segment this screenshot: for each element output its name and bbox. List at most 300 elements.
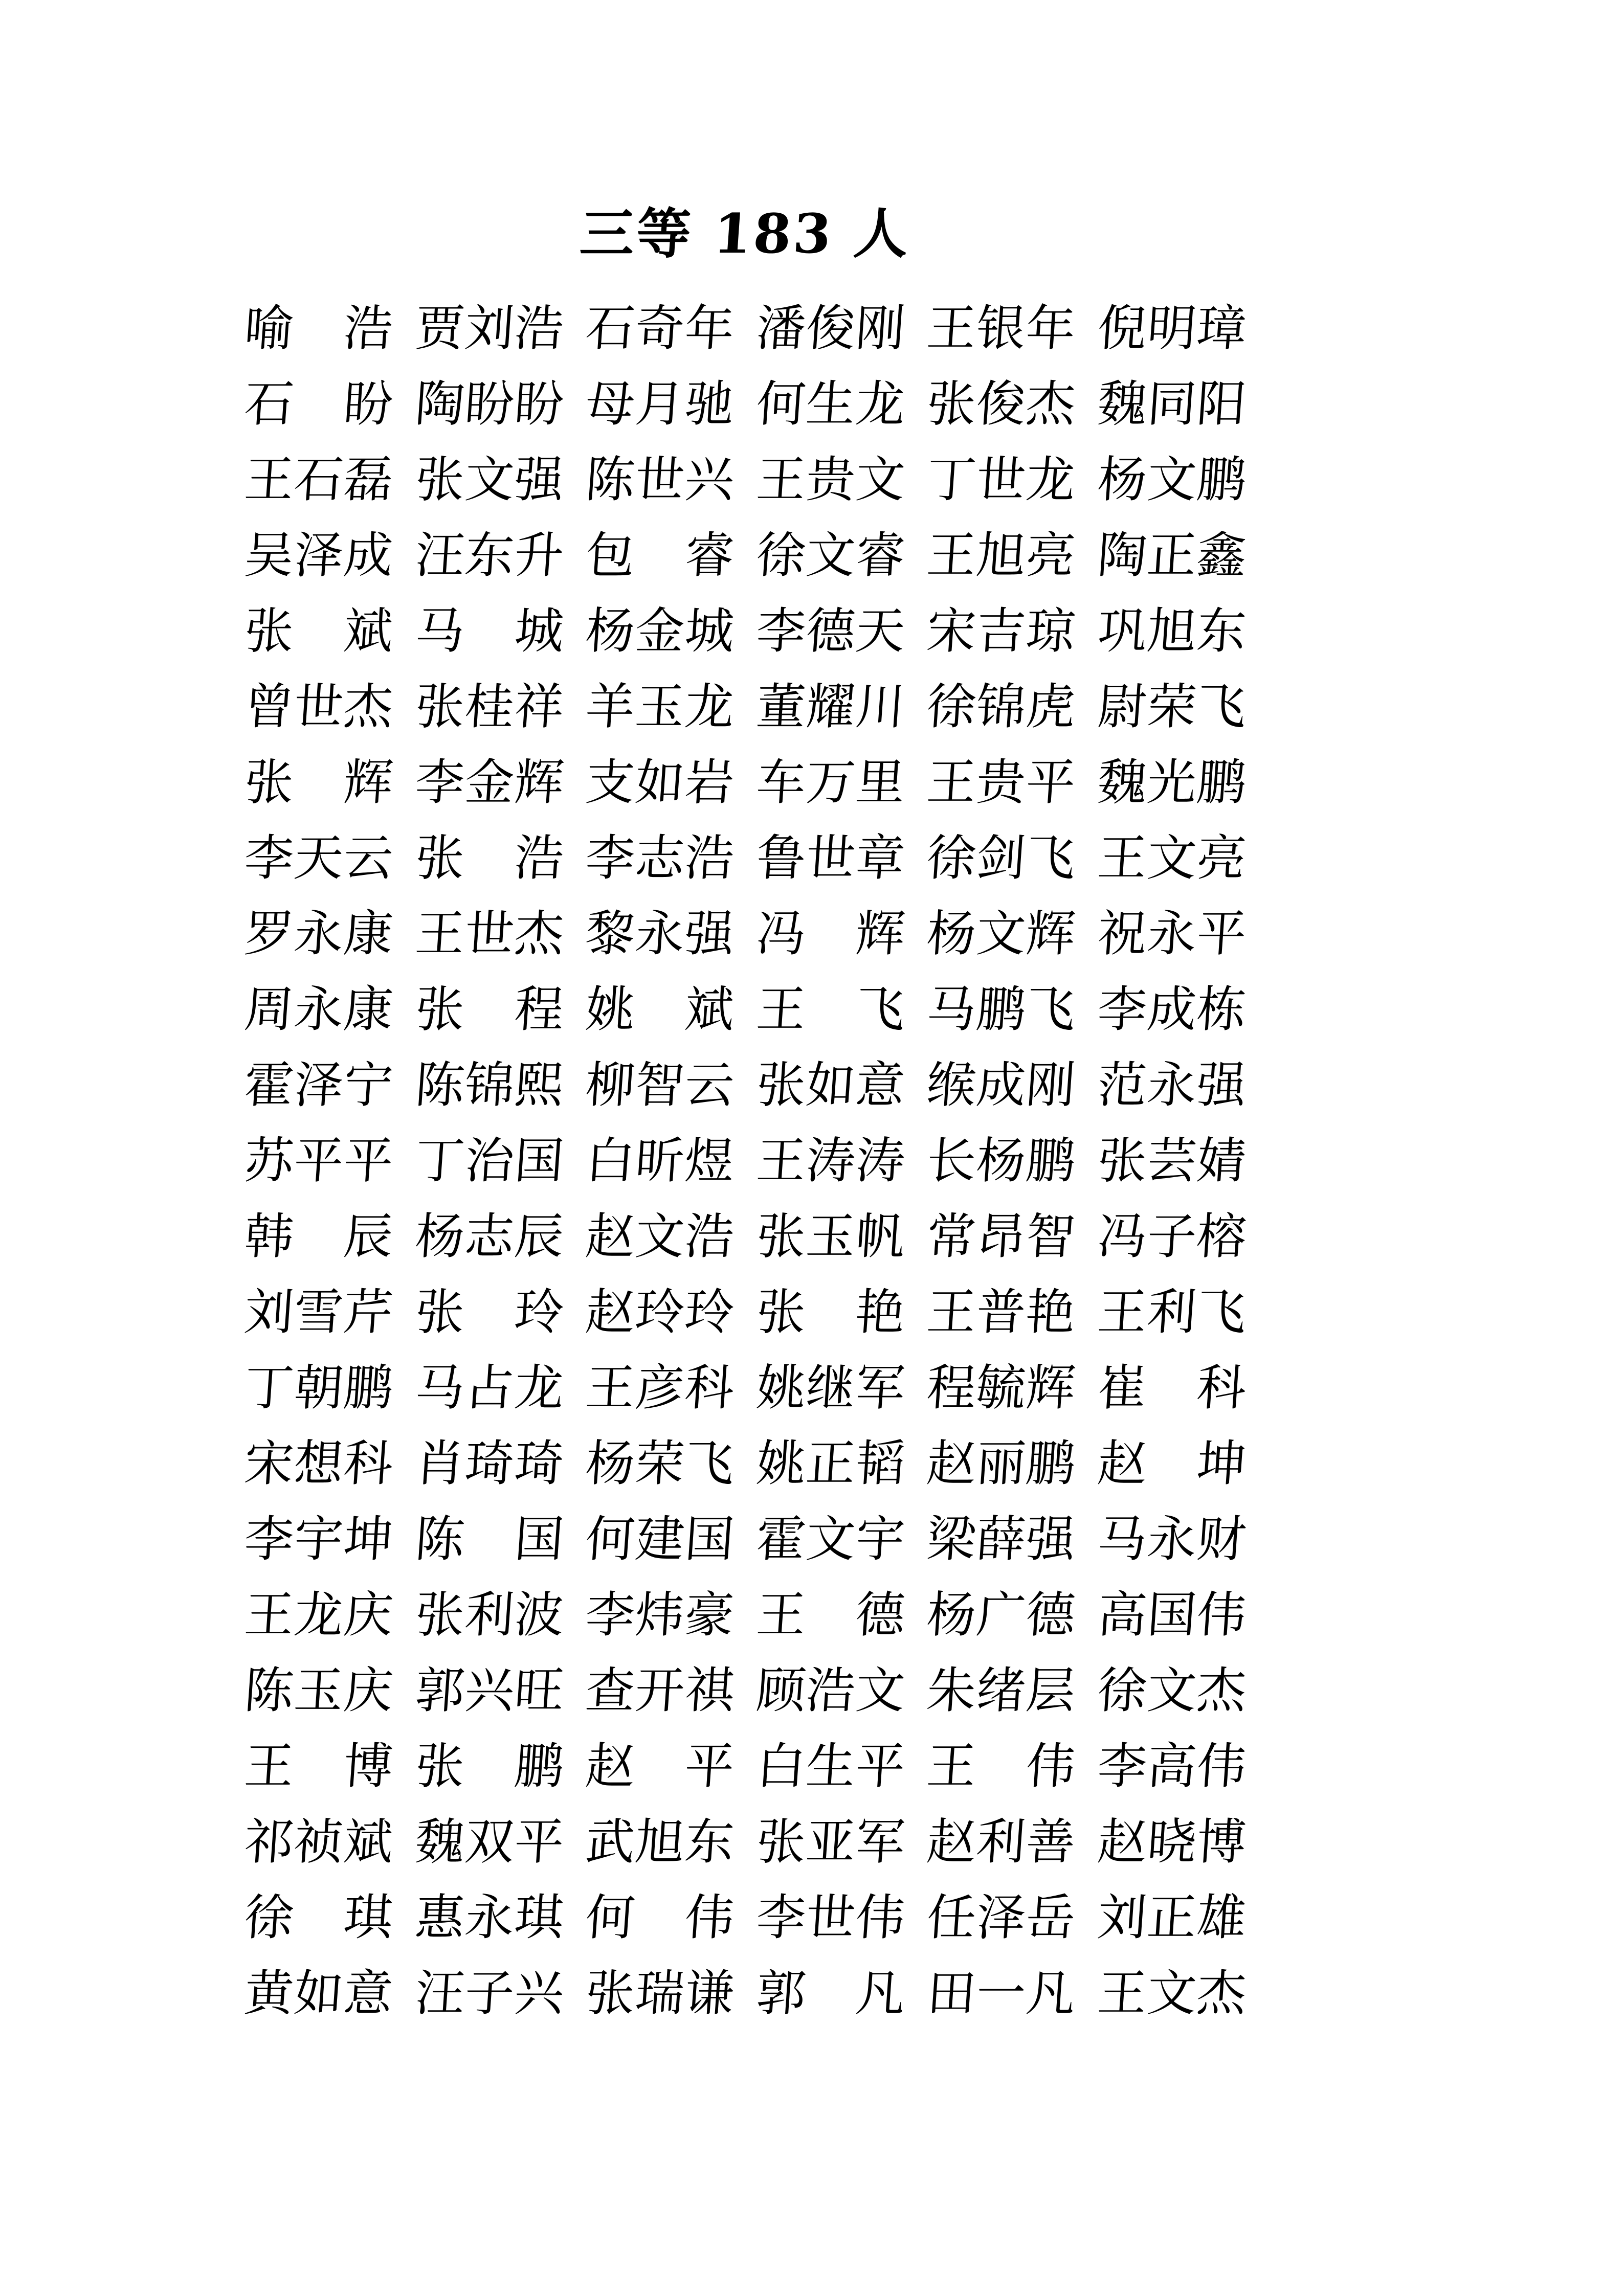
name-cell <box>754 905 907 962</box>
name-char: 赵 <box>925 1435 978 1492</box>
name-cell <box>584 300 737 357</box>
name-cell <box>584 527 737 584</box>
name-cell <box>754 1511 907 1568</box>
name-cell <box>242 1435 395 1492</box>
name-char: 永 <box>633 905 687 962</box>
name-char: 川 <box>853 678 907 735</box>
name-char: 杨 <box>925 1586 978 1644</box>
name-char: 宋 <box>925 602 978 660</box>
name-char: 康 <box>342 981 395 1038</box>
name-cell <box>413 1056 566 1114</box>
name-cell <box>1096 602 1248 660</box>
name-char: 平 <box>1024 754 1078 811</box>
name-cell <box>242 1813 395 1871</box>
name-char: 浩 <box>804 1662 857 1719</box>
name-char: 庆 <box>342 1586 395 1644</box>
name-char: 瑞 <box>633 1965 687 2022</box>
name-cell <box>584 1511 737 1568</box>
name-char: 鹏 <box>512 1738 566 1795</box>
name-char: 张 <box>413 1738 466 1795</box>
name-cell <box>754 1889 907 1946</box>
name-char: 天 <box>292 829 345 887</box>
name-char: 魏 <box>413 1813 466 1871</box>
name-char: 同 <box>1145 375 1198 433</box>
name-char: 文 <box>804 527 857 584</box>
name-char: 程 <box>512 981 566 1038</box>
name-cell <box>242 1586 395 1644</box>
name-cell <box>584 602 737 660</box>
name-char: 耀 <box>804 678 857 735</box>
name-cell <box>584 1813 737 1871</box>
name-cell <box>413 1284 566 1341</box>
name-char: 龙 <box>683 678 737 735</box>
name-char: 王 <box>925 1738 978 1795</box>
name-char: 驰 <box>683 375 737 433</box>
name-char: 永 <box>1145 1056 1198 1114</box>
name-char: 永 <box>1145 905 1198 962</box>
name-char: 郭 <box>413 1662 466 1719</box>
name-char: 玲 <box>683 1284 737 1341</box>
name-char: 辰 <box>342 1208 395 1265</box>
name-cell <box>1096 1889 1248 1946</box>
name-char: 喻 <box>242 300 296 357</box>
name-cell <box>925 905 1078 962</box>
name-cell <box>925 981 1078 1038</box>
name-char: 刚 <box>853 300 907 357</box>
name-cell <box>242 451 395 508</box>
name-char: 坤 <box>342 1511 395 1568</box>
name-char: 治 <box>462 1132 516 1189</box>
name-char: 永 <box>292 905 345 962</box>
name-char: 赵 <box>584 1738 637 1795</box>
name-char: 姚 <box>754 1359 808 1416</box>
name-char: 智 <box>633 1056 687 1114</box>
name-cell <box>754 300 907 357</box>
name-char: 李 <box>1096 981 1149 1038</box>
name-char: 张 <box>413 451 466 508</box>
name-char: 郭 <box>754 1965 808 2022</box>
name-cell <box>584 829 737 887</box>
name-char: 建 <box>633 1511 687 1568</box>
name-cell <box>584 754 737 811</box>
name-cell <box>754 375 907 433</box>
name-char: 巩 <box>1096 602 1149 660</box>
name-row <box>244 1728 1246 1804</box>
name-char: 普 <box>974 1284 1028 1341</box>
name-cell <box>584 1132 737 1189</box>
name-row <box>244 972 1246 1047</box>
name-char: 张 <box>413 1284 466 1341</box>
name-char: 杨 <box>584 602 637 660</box>
name-cell <box>584 1889 737 1946</box>
name-char: 国 <box>683 1511 737 1568</box>
name-char: 强 <box>1024 1511 1078 1568</box>
name-char: 冯 <box>1096 1208 1149 1265</box>
name-char: 王 <box>925 527 978 584</box>
name-char: 东 <box>683 1813 737 1871</box>
name-char: 丽 <box>974 1435 1028 1492</box>
name-cell <box>925 602 1078 660</box>
name-char: 杨 <box>413 1208 466 1265</box>
name-char: 旭 <box>633 1813 687 1871</box>
name-char: 平 <box>1195 905 1248 962</box>
name-char: 世 <box>804 1889 857 1946</box>
name-char: 赵 <box>584 1284 637 1341</box>
name-char: 张 <box>413 829 466 887</box>
name-char: 国 <box>512 1132 566 1189</box>
name-cell <box>1096 1965 1248 2022</box>
name-char: 正 <box>1145 527 1198 584</box>
name-char: 层 <box>1024 1662 1078 1719</box>
name-char: 鹏 <box>974 981 1028 1038</box>
name-char: 龙 <box>512 1359 566 1416</box>
name-cell <box>584 1359 737 1416</box>
name-char: 文 <box>1145 451 1198 508</box>
name-char: 里 <box>853 754 907 811</box>
name-cell <box>925 1435 1078 1492</box>
name-char: 飞 <box>683 1435 737 1492</box>
name-cell <box>584 375 737 433</box>
name-cell <box>242 300 395 357</box>
name-char: 伟 <box>683 1889 737 1946</box>
name-cell <box>413 1965 566 2022</box>
name-cell <box>584 1965 737 2022</box>
name-cell <box>413 1662 566 1719</box>
name-cell <box>1096 1662 1248 1719</box>
name-char: 武 <box>584 1813 637 1871</box>
name-char: 平 <box>342 1132 395 1189</box>
name-char: 杨 <box>974 1132 1028 1189</box>
name-char: 白 <box>754 1738 808 1795</box>
name-char: 惠 <box>413 1889 466 1946</box>
name-char: 魏 <box>1096 754 1149 811</box>
name-cell <box>413 678 566 735</box>
name-char: 凡 <box>1024 1965 1078 2022</box>
name-char: 睿 <box>683 527 737 584</box>
name-char: 王 <box>925 1284 978 1341</box>
name-char: 吴 <box>242 527 296 584</box>
name-char: 查 <box>584 1662 637 1719</box>
name-char: 周 <box>242 981 296 1038</box>
name-char: 魏 <box>1096 375 1149 433</box>
name-char: 杰 <box>1195 1965 1248 2022</box>
name-char: 支 <box>584 754 637 811</box>
name-char: 陶 <box>1096 527 1149 584</box>
name-char: 桂 <box>462 678 516 735</box>
name-char: 祝 <box>1096 905 1149 962</box>
name-char: 成 <box>974 1056 1028 1114</box>
name-cell <box>242 905 395 962</box>
name-row <box>244 1047 1246 1123</box>
name-char: 倪 <box>1096 300 1149 357</box>
name-cell <box>242 829 395 887</box>
name-char: 王 <box>925 754 978 811</box>
name-cell <box>242 1965 395 2022</box>
name-char: 刘 <box>462 300 516 357</box>
name-char: 盼 <box>342 375 395 433</box>
name-char: 荣 <box>633 1435 687 1492</box>
name-row <box>244 1804 1246 1880</box>
name-cell <box>413 1586 566 1644</box>
name-cell <box>925 1889 1078 1946</box>
name-char: 琦 <box>462 1435 516 1492</box>
name-char: 康 <box>342 905 395 962</box>
name-char: 利 <box>1145 1284 1198 1341</box>
name-char: 万 <box>804 754 857 811</box>
name-char: 徐 <box>242 1889 296 1946</box>
name-char: 章 <box>853 829 907 887</box>
name-char: 王 <box>242 451 296 508</box>
name-char: 龙 <box>853 375 907 433</box>
name-char: 一 <box>974 1965 1028 2022</box>
name-cell <box>1096 1435 1248 1492</box>
name-char: 斌 <box>342 1813 395 1871</box>
name-char: 石 <box>242 375 296 433</box>
name-char: 车 <box>754 754 808 811</box>
name-char: 玲 <box>633 1284 687 1341</box>
name-row <box>244 593 1246 669</box>
name-cell <box>1096 1208 1248 1265</box>
name-char: 科 <box>1195 1359 1248 1416</box>
name-char: 炜 <box>633 1586 687 1644</box>
name-char: 继 <box>804 1359 857 1416</box>
name-cell <box>242 1511 395 1568</box>
name-char: 智 <box>1024 1208 1078 1265</box>
name-char: 亮 <box>1024 527 1078 584</box>
name-char: 阳 <box>1195 375 1248 433</box>
name-cell <box>754 451 907 508</box>
name-char: 琪 <box>342 1889 395 1946</box>
name-char: 张 <box>754 1208 808 1265</box>
name-char: 伟 <box>853 1889 907 1946</box>
name-char: 世 <box>974 451 1028 508</box>
name-char: 苏 <box>242 1132 296 1189</box>
name-char: 韩 <box>242 1208 296 1265</box>
name-cell <box>754 1586 907 1644</box>
name-char: 天 <box>853 602 907 660</box>
name-char: 岳 <box>1024 1889 1078 1946</box>
name-cell <box>242 1738 395 1795</box>
name-cell <box>1096 527 1248 584</box>
name-char: 世 <box>633 451 687 508</box>
name-char: 文 <box>1145 1662 1198 1719</box>
name-char: 博 <box>1195 1813 1248 1871</box>
name-cell <box>413 1738 566 1795</box>
name-char: 马 <box>1096 1511 1149 1568</box>
name-cell <box>413 981 566 1038</box>
name-char: 徐 <box>925 678 978 735</box>
name-char: 意 <box>853 1056 907 1114</box>
name-char: 张 <box>1096 1132 1149 1189</box>
name-char: 刘 <box>1096 1889 1149 1946</box>
name-char: 宋 <box>242 1435 296 1492</box>
name-cell <box>754 1284 907 1341</box>
name-char: 平 <box>853 1738 907 1795</box>
name-char: 庆 <box>342 1662 395 1719</box>
name-char: 张 <box>413 678 466 735</box>
name-char: 兴 <box>462 1662 516 1719</box>
name-row <box>244 517 1246 593</box>
name-char: 文 <box>853 451 907 508</box>
name-cell <box>925 451 1078 508</box>
name-char: 军 <box>853 1813 907 1871</box>
name-char: 李 <box>242 829 296 887</box>
name-char: 盼 <box>462 375 516 433</box>
name-char: 曾 <box>242 678 296 735</box>
name-cell <box>413 1359 566 1416</box>
name-char: 琼 <box>1024 602 1078 660</box>
name-row <box>244 1123 1246 1199</box>
name-char: 文 <box>853 1662 907 1719</box>
name-char: 伟 <box>1195 1586 1248 1644</box>
name-char: 想 <box>292 1435 345 1492</box>
name-cell <box>754 1208 907 1265</box>
name-char: 鹏 <box>1024 1132 1078 1189</box>
name-row <box>244 1501 1246 1577</box>
name-char: 尉 <box>1096 678 1149 735</box>
name-char: 羊 <box>584 678 637 735</box>
name-char: 徐 <box>1096 1662 1149 1719</box>
name-char: 马 <box>925 981 978 1038</box>
name-char: 如 <box>804 1056 857 1114</box>
name-char: 陶 <box>413 375 466 433</box>
name-char: 姚 <box>584 981 637 1038</box>
name-cell <box>242 1208 395 1265</box>
name-char: 王 <box>754 981 808 1038</box>
name-char: 芹 <box>342 1284 395 1341</box>
name-char: 鹏 <box>1195 451 1248 508</box>
name-char: 岩 <box>683 754 737 811</box>
name-cell <box>1096 905 1248 962</box>
name-cell <box>1096 754 1248 811</box>
name-char: 德 <box>853 1586 907 1644</box>
page-title: 三等 183 人 <box>578 201 913 265</box>
name-char: 柳 <box>584 1056 637 1114</box>
name-char: 贵 <box>804 451 857 508</box>
name-char: 永 <box>462 1889 516 1946</box>
name-cell <box>242 754 395 811</box>
name-char: 虎 <box>1024 678 1078 735</box>
name-char: 杨 <box>584 1435 637 1492</box>
name-char: 涛 <box>853 1132 907 1189</box>
name-char: 任 <box>925 1889 978 1946</box>
name-char: 飞 <box>1195 1284 1248 1341</box>
name-char: 赵 <box>925 1813 978 1871</box>
name-char: 璋 <box>1195 300 1248 357</box>
name-char: 绪 <box>974 1662 1028 1719</box>
name-char: 何 <box>584 1889 637 1946</box>
name-cell <box>584 678 737 735</box>
name-char: 鹏 <box>342 1359 395 1416</box>
name-char: 成 <box>342 527 395 584</box>
name-char: 董 <box>754 678 808 735</box>
name-char: 金 <box>462 754 516 811</box>
name-row <box>244 1350 1246 1426</box>
name-char: 浩 <box>683 829 737 887</box>
name-char: 崔 <box>1096 1359 1149 1416</box>
name-char: 祁 <box>242 1813 296 1871</box>
name-cell <box>413 1889 566 1946</box>
name-char: 子 <box>1145 1208 1198 1265</box>
name-char: 泽 <box>974 1889 1028 1946</box>
name-char: 坤 <box>1195 1435 1248 1492</box>
name-char: 张 <box>242 754 296 811</box>
name-cell <box>1096 1738 1248 1795</box>
name-char: 玲 <box>512 1284 566 1341</box>
name-cell <box>754 602 907 660</box>
name-row <box>244 1577 1246 1653</box>
name-char: 升 <box>512 527 566 584</box>
name-cell <box>584 1662 737 1719</box>
name-char: 程 <box>925 1359 978 1416</box>
name-char: 李 <box>584 829 637 887</box>
name-cell <box>242 981 395 1038</box>
name-char: 祥 <box>512 678 566 735</box>
name-cell <box>584 1738 737 1795</box>
name-cell <box>242 375 395 433</box>
name-char: 彦 <box>633 1359 687 1416</box>
name-char: 张 <box>242 602 296 660</box>
name-row <box>244 290 1246 366</box>
name-cell <box>242 678 395 735</box>
name-char: 龙 <box>292 1586 345 1644</box>
name-char: 朱 <box>925 1662 978 1719</box>
name-char: 石 <box>584 300 637 357</box>
name-char: 马 <box>413 1359 466 1416</box>
name-char: 肖 <box>413 1435 466 1492</box>
name-char: 刚 <box>1024 1056 1078 1114</box>
name-char: 永 <box>292 981 345 1038</box>
name-char: 杨 <box>925 905 978 962</box>
name-char: 科 <box>683 1359 737 1416</box>
name-char: 霍 <box>754 1511 808 1568</box>
name-row <box>244 1955 1246 2031</box>
name-char: 辰 <box>512 1208 566 1265</box>
name-char: 姚 <box>754 1435 808 1492</box>
name-cell <box>925 754 1078 811</box>
name-char: 辉 <box>512 754 566 811</box>
name-char: 李 <box>413 754 466 811</box>
name-char: 德 <box>804 602 857 660</box>
name-cell <box>925 375 1078 433</box>
name-char: 睿 <box>853 527 907 584</box>
name-cell <box>413 829 566 887</box>
name-cell <box>925 300 1078 357</box>
name-row <box>244 1653 1246 1728</box>
name-char: 辉 <box>1024 905 1078 962</box>
name-cell <box>925 1359 1078 1416</box>
name-char: 强 <box>512 451 566 508</box>
name-char: 正 <box>1145 1889 1198 1946</box>
name-cell <box>242 1132 395 1189</box>
name-char: 月 <box>633 375 687 433</box>
name-char: 利 <box>974 1813 1028 1871</box>
name-char: 成 <box>1145 981 1198 1038</box>
name-char: 霍 <box>242 1056 296 1114</box>
name-char: 雄 <box>1195 1889 1248 1946</box>
name-char: 张 <box>413 981 466 1038</box>
name-char: 王 <box>754 1586 808 1644</box>
name-char: 荣 <box>1145 678 1198 735</box>
name-char: 世 <box>804 829 857 887</box>
name-char: 徐 <box>925 829 978 887</box>
name-cell <box>754 1132 907 1189</box>
name-char: 芸 <box>1145 1132 1198 1189</box>
name-char: 薛 <box>974 1511 1028 1568</box>
name-char: 旭 <box>974 527 1028 584</box>
name-char: 汪 <box>413 1965 466 2022</box>
name-char: 强 <box>683 905 737 962</box>
